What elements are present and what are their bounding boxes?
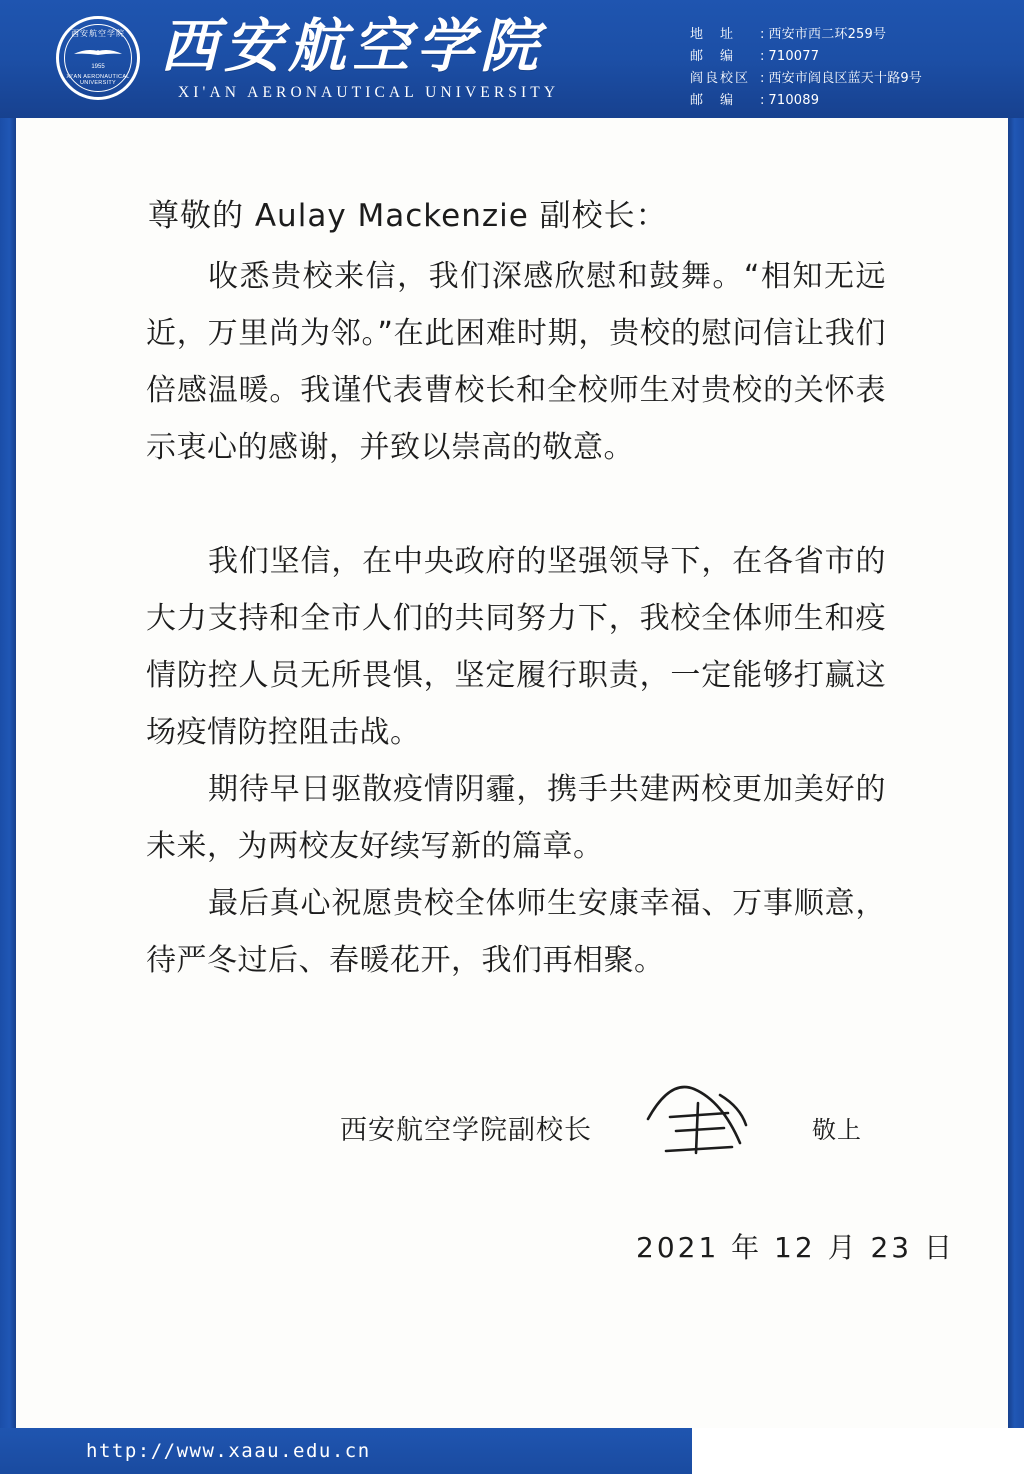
address-block [690, 24, 990, 112]
letter-body [0, 118, 1024, 1418]
letter-date: 2021 年 12 月 23 日 [636, 1231, 956, 1264]
letterhead-footer [0, 1428, 1024, 1474]
address-label: 地 址 [690, 27, 736, 42]
address-label: 邮 编 [690, 49, 736, 64]
footer-website-url: http://www.xaau.edu.cn [86, 1440, 371, 1462]
letter-paragraph: 我们坚信，在中央政府的坚强领导下，在各省市的大力支持和全市人们的共同努力下，我校全体师生和疫情防控人员无所畏惧，坚定履行职责，一定能够打赢这场疫情防控阻击战。 [146, 544, 886, 750]
footer-white-area [692, 1428, 1024, 1474]
letter-paragraph: 收悉贵校来信，我们深感欣慰和鼓舞。“相知无远近，万里尚为邻。”在此困难时期，贵校的慰问信让我们倍感温暖。我谨代表曹校长和全校师生对贵校的关怀表示衷心的感谢，并致以崇高的敬意。 [146, 259, 886, 465]
letter-paragraph: 期待早日驱散疫情阴霾，携手共建两校更加美好的未来，为两校友好续写新的篇章。 [146, 772, 886, 864]
address-label: 邮 编 [690, 93, 736, 108]
address-row [690, 24, 990, 46]
respectfully-yours: 敬上 [812, 1116, 862, 1144]
footer-right-edge [1008, 1428, 1024, 1474]
address-separator: : [760, 71, 765, 86]
university-name-cn: 西安航空学院 [160, 12, 545, 80]
crest-top-text: 西安航空学院 [71, 29, 125, 38]
letter-paragraph: 最后真心祝愿贵校全体师生安康幸福、万事顺意，待严冬过后、春暖花开，我们再相聚。 [146, 886, 886, 978]
address-value: 西安市阎良区蓝天十路9号 [768, 71, 923, 86]
address-row [690, 90, 990, 112]
address-separator: : [760, 49, 765, 64]
crest-ring-text: XI'AN AERONAUTICAL UNIVERSITY [66, 74, 130, 86]
university-name-en: XI'AN AERONAUTICAL UNIVERSITY [178, 84, 560, 101]
address-label: 阎良校区 [690, 71, 751, 86]
address-row [690, 68, 990, 90]
handwritten-signature-icon [636, 1073, 766, 1169]
address-row [690, 46, 990, 68]
address-separator: : [760, 27, 765, 42]
signature-title: 西安航空学院副校长 [340, 1115, 592, 1146]
letterhead-header [0, 0, 1024, 118]
address-separator: : [760, 93, 765, 108]
crest-wing-icon [72, 46, 124, 60]
crest-year: 1955 [91, 64, 105, 70]
letter-salutation: 尊敬的 Aulay Mackenzie 副校长： [148, 198, 668, 234]
address-value: 710089 [768, 93, 820, 108]
university-crest-icon [56, 16, 144, 104]
address-value: 西安市西二环259号 [768, 27, 887, 42]
address-value: 710077 [768, 49, 820, 64]
